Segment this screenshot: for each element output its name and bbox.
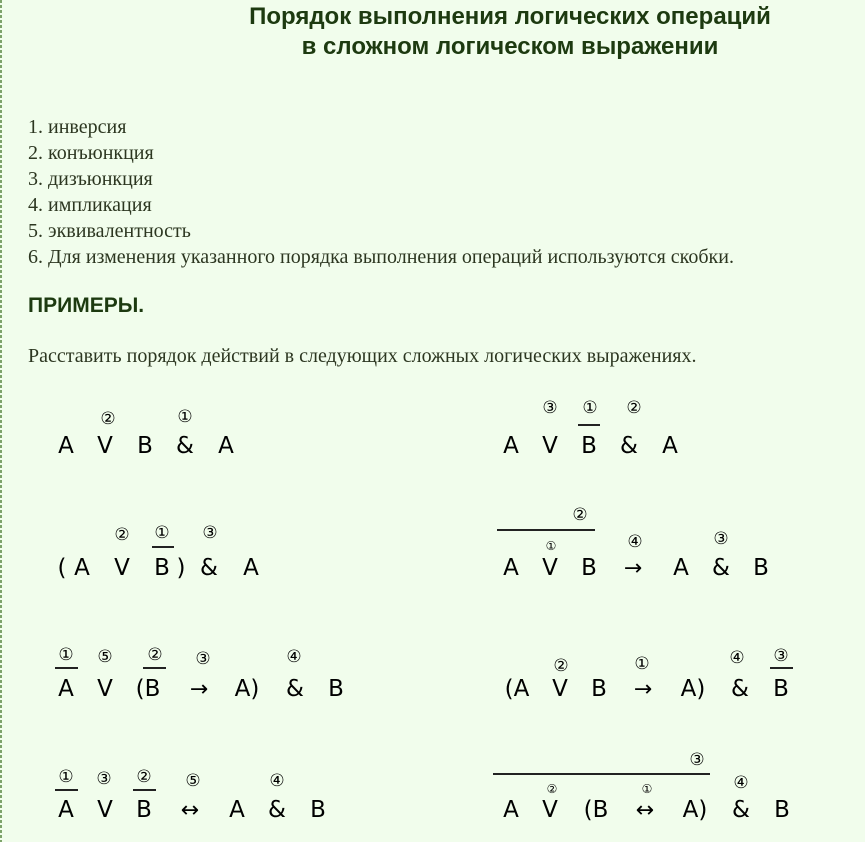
formula-symbol: V (114, 555, 130, 581)
order-number: ① (634, 654, 650, 674)
formula-symbol: A (58, 797, 74, 823)
order-number: ⑤ (185, 771, 201, 791)
formula-symbol: B (591, 676, 607, 702)
implication-arrow: → (633, 677, 653, 702)
formula-symbol: A (229, 797, 245, 823)
rule-item: 4. импликация (28, 194, 152, 216)
order-number: ③ (96, 769, 112, 789)
order-number: ① (545, 539, 557, 553)
order-number: ① (582, 398, 598, 418)
formula-symbol: B (310, 797, 326, 823)
implication-arrow: → (623, 556, 643, 581)
formula-5 (58, 645, 344, 702)
formula-symbol: (A (504, 676, 530, 702)
order-number: ③ (689, 750, 705, 770)
order-number: ② (114, 525, 130, 545)
order-number: ② (553, 656, 569, 676)
formula-7 (58, 767, 326, 823)
formula-symbol: A (58, 433, 74, 459)
order-number: ② (100, 409, 116, 429)
order-number: ③ (202, 523, 218, 543)
examples-heading: ПРИМЕРЫ. (28, 294, 145, 317)
order-number: ① (177, 407, 193, 427)
formula-symbol: B (581, 433, 597, 459)
rule-item: 2. конъюнкция (28, 142, 154, 164)
formula-symbol: B (581, 555, 597, 581)
formula-symbol: B (774, 797, 790, 823)
formula-symbol: A (218, 433, 234, 459)
formula-symbol: A (673, 555, 689, 581)
formula-symbol: V (97, 676, 113, 702)
formula-2 (503, 398, 678, 459)
formula-symbol: ( (57, 555, 67, 581)
order-number: ① (58, 767, 74, 787)
formula-symbol: B (154, 555, 170, 581)
formula-symbol: & (286, 676, 304, 702)
formula-symbol: B (753, 555, 769, 581)
formula-symbol: (B (583, 797, 609, 823)
formula-symbol: A (503, 797, 519, 823)
formula-symbol: & (732, 797, 750, 823)
implication-arrow: → (189, 677, 209, 702)
formula-6 (505, 646, 789, 702)
task-statement: Расставить порядок действий в следующих сложных логических выражениях. (28, 345, 697, 367)
rule-item: 1. инверсия (28, 116, 127, 138)
formula-symbol: B (773, 676, 789, 702)
formula-symbol: B (136, 797, 152, 823)
formula-symbol: A (503, 555, 519, 581)
order-number: ④ (269, 771, 285, 791)
formula-3 (58, 523, 260, 581)
formula-symbol: V (542, 433, 558, 459)
formula-symbol: V (552, 676, 568, 702)
order-number: ① (154, 523, 170, 543)
order-number: ① (641, 782, 653, 796)
order-number: ② (136, 767, 152, 787)
formula-symbol: A) (680, 676, 706, 702)
formula-symbol: A (74, 555, 90, 581)
formula-8 (503, 750, 790, 823)
formula-symbol: V (97, 433, 113, 459)
formula-symbol: & (176, 433, 194, 459)
order-number: ④ (627, 532, 643, 552)
formula-symbol: A) (682, 797, 708, 823)
rule-item: 5. эквивалентность (28, 220, 191, 242)
order-number: ④ (729, 648, 745, 668)
order-number: ② (147, 645, 163, 665)
formula-symbol: & (712, 555, 730, 581)
formula-symbol: & (620, 433, 638, 459)
order-number: ① (58, 645, 74, 665)
formula-symbol: (B (135, 676, 161, 702)
order-number: ③ (542, 398, 558, 418)
formula-symbol: V (542, 555, 558, 581)
order-number: ⑤ (97, 647, 113, 667)
formula-symbol: A) (234, 676, 260, 702)
formula-symbol: B (328, 676, 344, 702)
order-number: ② (626, 398, 642, 418)
formula-symbol: B (137, 433, 153, 459)
formula-symbol: & (268, 797, 286, 823)
order-number: ④ (286, 647, 302, 667)
equivalence-arrow: ↔ (635, 798, 655, 823)
formula-symbol: A (243, 555, 259, 581)
order-number: ② (546, 782, 558, 796)
order-number: ③ (713, 529, 729, 549)
rule-item: 6. Для изменения указанного порядка выполнения операций используются скобки. (28, 246, 734, 268)
overlines (55, 425, 793, 790)
formula-4 (503, 505, 769, 581)
formula-symbol: A (662, 433, 678, 459)
formula-symbol: A (58, 676, 74, 702)
order-number: ④ (733, 773, 749, 793)
formula-symbol: & (200, 555, 218, 581)
formula-symbol: & (731, 676, 749, 702)
title-line-1: Порядок выполнения логических операций (249, 3, 771, 30)
order-number: ③ (195, 649, 211, 669)
formula-symbol: A (503, 433, 519, 459)
order-number: ② (572, 505, 588, 525)
title-line-2: в сложном логическом выражении (301, 33, 719, 60)
equivalence-arrow: ↔ (180, 798, 200, 823)
formula-symbol: V (97, 797, 113, 823)
formula-symbol: ) (176, 555, 186, 581)
rule-item: 3. дизъюнкция (28, 168, 153, 190)
formula-1 (58, 407, 234, 459)
formula-symbol: V (542, 797, 558, 823)
order-number: ③ (773, 646, 789, 666)
